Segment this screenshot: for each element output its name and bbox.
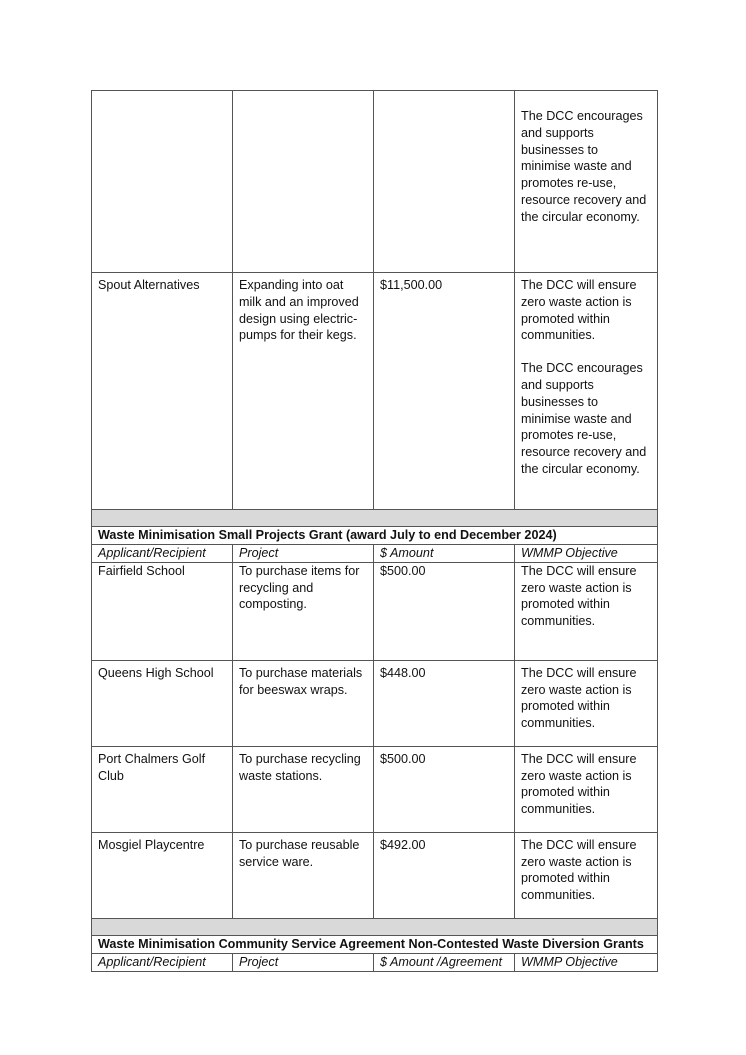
- amount-cell: $492.00: [374, 832, 515, 918]
- applicant-cell: Port Chalmers Golf Club: [92, 746, 233, 832]
- column-header: Applicant/Recipient: [92, 545, 233, 563]
- column-header-row: [92, 545, 658, 563]
- grants-table: [91, 90, 658, 972]
- objective-text: The DCC encourages and supports businesses to minimise waste and promotes re-use, resource recovery and the circular economy.: [521, 361, 647, 476]
- column-header: $ Amount /Agreement: [374, 953, 515, 971]
- project-cell: To purchase items for recycling and composting.: [233, 562, 374, 660]
- section-title-row: [92, 935, 658, 953]
- column-header: Project: [233, 545, 374, 563]
- table-row: [92, 273, 658, 510]
- table-row: [92, 832, 658, 918]
- applicant-cell: Queens High School: [92, 660, 233, 746]
- amount-cell: $11,500.00: [374, 273, 515, 510]
- section-title: Waste Minimisation Small Projects Grant (award July to end December 2024): [92, 527, 658, 545]
- applicant-cell: Fairfield School: [92, 562, 233, 660]
- table-row: [92, 660, 658, 746]
- project-cell: To purchase recycling waste stations.: [233, 746, 374, 832]
- column-header: Project: [233, 953, 374, 971]
- project-cell: To purchase reusable service ware.: [233, 832, 374, 918]
- document-page: [91, 90, 657, 972]
- column-header-row: [92, 953, 658, 971]
- objective-cell: The DCC will ensure zero waste action is promoted within communities.: [515, 660, 658, 746]
- table-row: [92, 746, 658, 832]
- objective-cell: [515, 273, 658, 510]
- spacer-row: [92, 918, 658, 935]
- applicant-cell: Mosgiel Playcentre: [92, 832, 233, 918]
- amount-cell: $448.00: [374, 660, 515, 746]
- project-cell: Expanding into oat milk and an improved design using electric-pumps for their kegs.: [233, 273, 374, 510]
- objective-cell: [515, 91, 658, 273]
- applicant-cell: Spout Alternatives: [92, 273, 233, 510]
- table-row: [92, 562, 658, 660]
- objective-text: The DCC encourages and supports businesses to minimise waste and promotes re-use, resource recovery and the circular economy.: [521, 109, 647, 224]
- column-header: Applicant/Recipient: [92, 953, 233, 971]
- objective-text: The DCC will ensure zero waste action is promoted within communities.: [521, 278, 637, 343]
- spacer-row: [92, 510, 658, 527]
- column-header: WMMP Objective: [515, 545, 658, 563]
- objective-cell: The DCC will ensure zero waste action is promoted within communities.: [515, 562, 658, 660]
- amount-cell: $500.00: [374, 746, 515, 832]
- objective-cell: The DCC will ensure zero waste action is promoted within communities.: [515, 746, 658, 832]
- amount-cell: $500.00: [374, 562, 515, 660]
- section-title-row: [92, 527, 658, 545]
- column-header: WMMP Objective: [515, 953, 658, 971]
- column-header: $ Amount: [374, 545, 515, 563]
- objective-cell: The DCC will ensure zero waste action is promoted within communities.: [515, 832, 658, 918]
- section-title: Waste Minimisation Community Service Agreement Non-Contested Waste Diversion Grants: [92, 935, 658, 953]
- project-cell: To purchase materials for beeswax wraps.: [233, 660, 374, 746]
- table-row: [92, 91, 658, 273]
